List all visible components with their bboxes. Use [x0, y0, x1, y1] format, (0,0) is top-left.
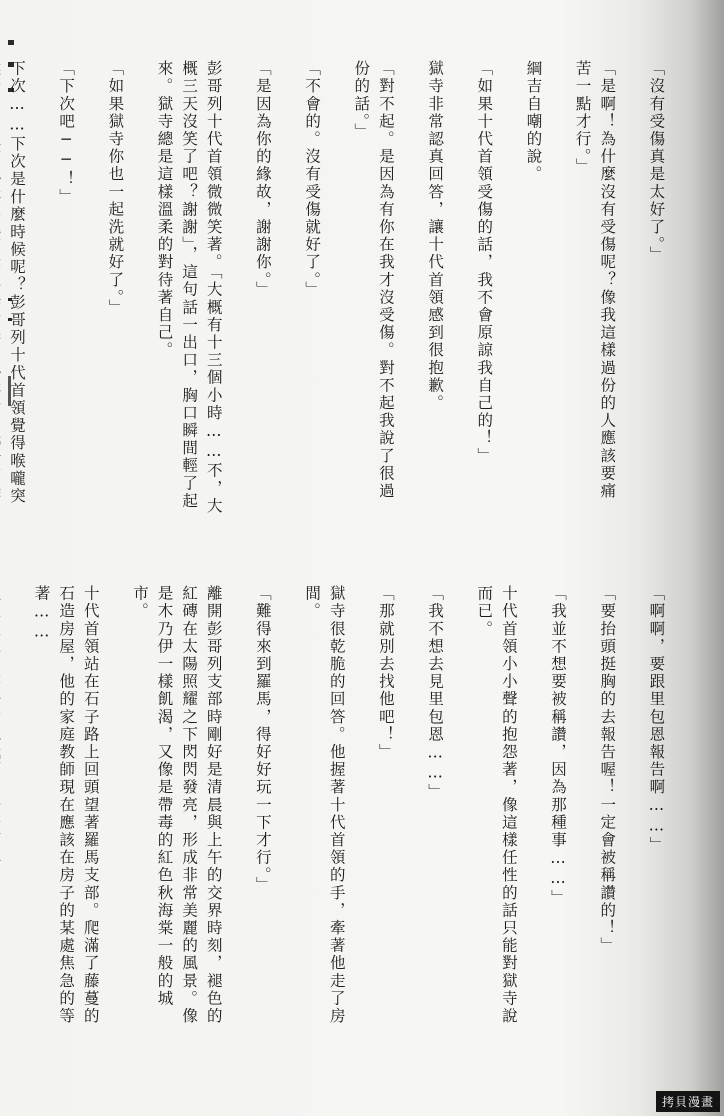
paragraph: 「啊啊，要跟里包恩報告啊……」 — [647, 585, 666, 854]
paragraph: 「要抬頭挺胸的去報告喔！一定會被稱讚的！」 — [598, 585, 617, 955]
bottom-text-block — [0, 585, 693, 1037]
paragraph: 「如果獄寺你也一起洗就好了。」 — [106, 60, 125, 317]
binding-mark — [8, 40, 14, 45]
paragraph: 獄寺非常認真回答，讓十代首領感到很抱歉。 — [426, 60, 445, 412]
paragraph: 十代首領站在石子路上回頭望著羅馬支部。爬滿了藤蔓的石造房屋，他的家庭教師現在應該在房子的某處焦急的等著…… — [32, 585, 100, 1025]
paragraph: 「我不想去見里包恩……」 — [426, 585, 445, 802]
paragraph: 「是啊！為什麼沒有受傷呢？像我這樣過份的人應該要痛苦一點才行。」 — [573, 60, 617, 500]
paragraph: 「下次吧──！」 — [57, 60, 76, 206]
paragraph: 彭哥列十代首領微微笑著。「大概有十三個小時……不，大概三天沒笑了吧？謝謝」，這句話一出口，胸口瞬間輕了起來。獄寺總是這樣溫柔的對待著自己。 — [155, 60, 223, 515]
paragraph: 「不會的。沒有受傷就好了。」 — [303, 60, 322, 299]
paragraph: 離開彭哥列支部時剛好是清晨與上午的交界時刻，褪色的紅磚在太陽照耀之下閃閃發亮，形成非常美麗的風景。像是木乃伊一樣飢渴，又像是帶毒的紅色秋海棠一般的城市。 — [130, 585, 223, 1025]
top-text-block — [0, 60, 693, 515]
paragraph: 「是因為你的緣故，謝謝你。」 — [253, 60, 272, 299]
watermark-badge: 拷貝漫畫 — [656, 1091, 720, 1112]
paragraph: 「難得來到羅馬，得好好玩一下才行。」 — [253, 585, 272, 895]
paragraph: 「那就別去找他吧！」 — [376, 585, 395, 761]
paragraph: 下次……下次是什麼時候呢？彭哥列十代首領覺得喉嚨突 — [7, 60, 26, 505]
paragraph: 「沒有受傷真是太好了。」 — [647, 60, 666, 264]
paragraph: 「我並不想要被稱讚，因為那種事……」 — [549, 585, 568, 907]
paragraph — [0, 585, 1, 876]
paragraph: 綱吉自嘲的說。 — [524, 60, 543, 184]
paragraph: 獄寺很乾脆的回答。他握著十代首領的手，牽著他走了房間。 — [303, 585, 346, 1025]
paragraph: 「如果十代首領受傷的話，我不會原諒我自己的！」 — [475, 60, 494, 465]
paragraph: 「對不起。是因為有你在我才沒受傷。對不起我說了很過份的話。」 — [352, 60, 395, 500]
paragraph: 十代首領小小聲的抱怨著，像這樣任性的話只能對獄寺說而已。 — [475, 585, 518, 1025]
